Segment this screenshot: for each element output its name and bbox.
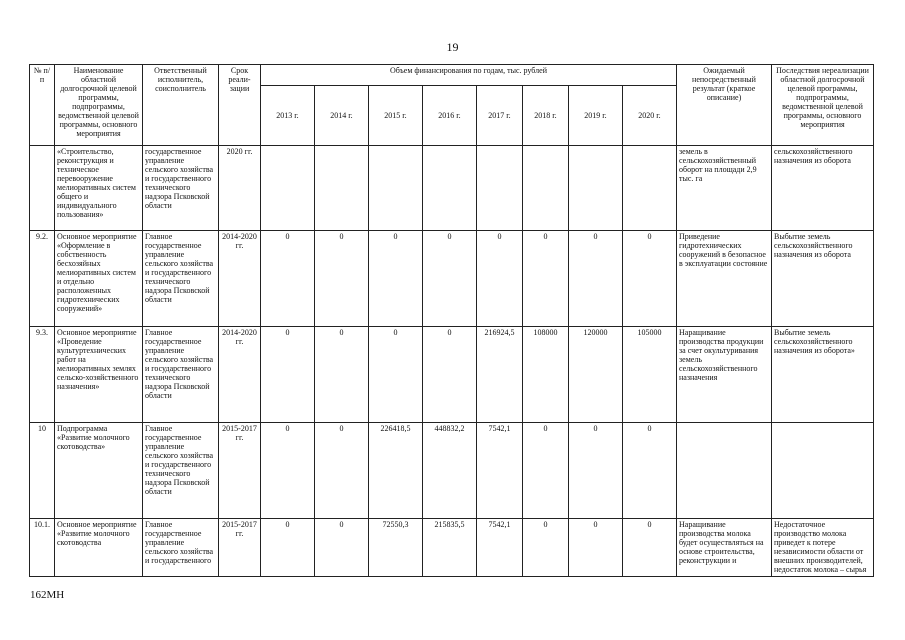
value-cell: 0 [261, 327, 315, 423]
value-cell: 0 [523, 231, 569, 327]
consequences: Недостаточное производство молока приведет к потере независимости области от внешних производителей, недостаток молока – сырья [772, 519, 874, 577]
year-header: 2014 г. [315, 85, 369, 145]
term: 2014-2020 гг. [219, 231, 261, 327]
value-cell: 72550,3 [369, 519, 423, 577]
value-cell: 105000 [623, 327, 677, 423]
col-consequences-header: Последствия нереализации областной долгосрочной целевой программы, подпрограммы, ведомственной целевой программы, основного мероприятия [772, 65, 874, 146]
value-cell: 0 [623, 231, 677, 327]
table-row [30, 423, 874, 519]
value-cell: 0 [569, 231, 623, 327]
expected-result: Приведение гидротехнических сооружений в безопасное в эксплуатации состояние [677, 231, 772, 327]
value-cell: 0 [315, 327, 369, 423]
consequences [772, 423, 874, 519]
col-term-header: Срок реали-зации [219, 65, 261, 146]
value-cell: 0 [423, 231, 477, 327]
consequences: Выбытие земель сельскохозяйственного назначения из оборота [772, 231, 874, 327]
value-cell: 448832,2 [423, 423, 477, 519]
value-cell: 0 [569, 423, 623, 519]
term: 2020 гг. [219, 146, 261, 231]
term: 2014-2020 гг. [219, 327, 261, 423]
year-header: 2017 г. [477, 85, 523, 145]
col-num-header: № п/п [30, 65, 55, 146]
expected-result [677, 423, 772, 519]
year-header: 2020 г. [623, 85, 677, 145]
page-number: 19 [446, 40, 459, 54]
col-result-header: Ожидаемый непосредственный результат (краткое описание) [677, 65, 772, 146]
value-cell: 226418,5 [369, 423, 423, 519]
row-number [30, 146, 55, 231]
value-cell: 0 [315, 231, 369, 327]
value-cell: 0 [623, 519, 677, 577]
col-name-header: Наименование областной долгосрочной целевой программы, подпрограммы, ведомственной целевой программы, основного мероприятия [55, 65, 143, 146]
value-cell: 0 [315, 423, 369, 519]
year-header: 2019 г. [569, 85, 623, 145]
value-cell: 0 [261, 231, 315, 327]
value-cell [623, 146, 677, 231]
col-funding-header: Объем финансирования по годам, тыс. рублей [261, 65, 677, 86]
value-cell [369, 146, 423, 231]
executor: Главное государственное управление сельского хозяйства и государственного технического надзора Псковской области [143, 423, 219, 519]
value-cell: 0 [315, 519, 369, 577]
value-cell: 0 [369, 327, 423, 423]
activity-name: Основное мероприятие «Оформление в собственность бесхозяйных мелиоративных систем и отдельно расположенных гидротехнических сооружений» [55, 231, 143, 327]
value-cell: 0 [477, 231, 523, 327]
value-cell [315, 146, 369, 231]
executor: Главное государственное управление сельского хозяйства и государственного технического надзора Псковской области [143, 327, 219, 423]
row-number: 9.3. [30, 327, 55, 423]
year-header: 2013 г. [261, 85, 315, 145]
value-cell: 0 [423, 327, 477, 423]
term: 2015-2017 гг. [219, 519, 261, 577]
year-header: 2016 г. [423, 85, 477, 145]
row-number: 10.1. [30, 519, 55, 577]
consequences: Выбытие земель сельскохозяйственного назначения из оборота» [772, 327, 874, 423]
activity-name: «Строительство, реконструкция и техническое перевооружение мелиоративных систем общего и индивидуального пользования» [55, 146, 143, 231]
table-row [30, 146, 874, 231]
document-code: 162МН [30, 589, 65, 601]
year-header: 2018 г. [523, 85, 569, 145]
table-row [30, 327, 874, 423]
row-number: 9.2. [30, 231, 55, 327]
header-row [30, 65, 874, 86]
activity-name: Основное мероприятие «Проведение культуртехнических работ на мелиоративных землях сельско-хозяйственного назначения» [55, 327, 143, 423]
value-cell: 108000 [523, 327, 569, 423]
value-cell: 216924,5 [477, 327, 523, 423]
activity-name: Подпрограмма «Развитие молочного скотоводства» [55, 423, 143, 519]
executor: государственное управление сельского хозяйства и государственного технического надзора Псковской области [143, 146, 219, 231]
term: 2015-2017 гг. [219, 423, 261, 519]
executor: Главное государственное управление сельского хозяйства и государственного [143, 519, 219, 577]
table-row [30, 231, 874, 327]
value-cell: 0 [369, 231, 423, 327]
table-row [30, 519, 874, 577]
value-cell: 7542,1 [477, 519, 523, 577]
executor: Главное государственное управление сельского хозяйства и государственного технического надзора Псковской области [143, 231, 219, 327]
value-cell [261, 146, 315, 231]
financing-table [29, 64, 874, 577]
value-cell [523, 146, 569, 231]
expected-result: земель в сельскохозяйственный оборот на площади 2,9 тыс. га [677, 146, 772, 231]
year-header: 2015 г. [369, 85, 423, 145]
value-cell [423, 146, 477, 231]
activity-name: Основное мероприятие «Развитие молочного скотоводства [55, 519, 143, 577]
expected-result: Наращивание производства молока будет осуществляться на основе строительства, реконструкции и [677, 519, 772, 577]
value-cell: 0 [261, 423, 315, 519]
col-executor-header: Ответственный исполнитель, соисполнитель [143, 65, 219, 146]
value-cell: 0 [523, 423, 569, 519]
value-cell: 7542,1 [477, 423, 523, 519]
value-cell: 0 [523, 519, 569, 577]
value-cell: 215835,5 [423, 519, 477, 577]
expected-result: Наращивание производства продукции за счет окультуривания земель сельскохозяйственного назначения [677, 327, 772, 423]
row-number: 10 [30, 423, 55, 519]
value-cell [569, 146, 623, 231]
value-cell [477, 146, 523, 231]
value-cell: 120000 [569, 327, 623, 423]
consequences: сельскохозяйственного назначения из оборота [772, 146, 874, 231]
value-cell: 0 [261, 519, 315, 577]
value-cell: 0 [623, 423, 677, 519]
value-cell: 0 [569, 519, 623, 577]
